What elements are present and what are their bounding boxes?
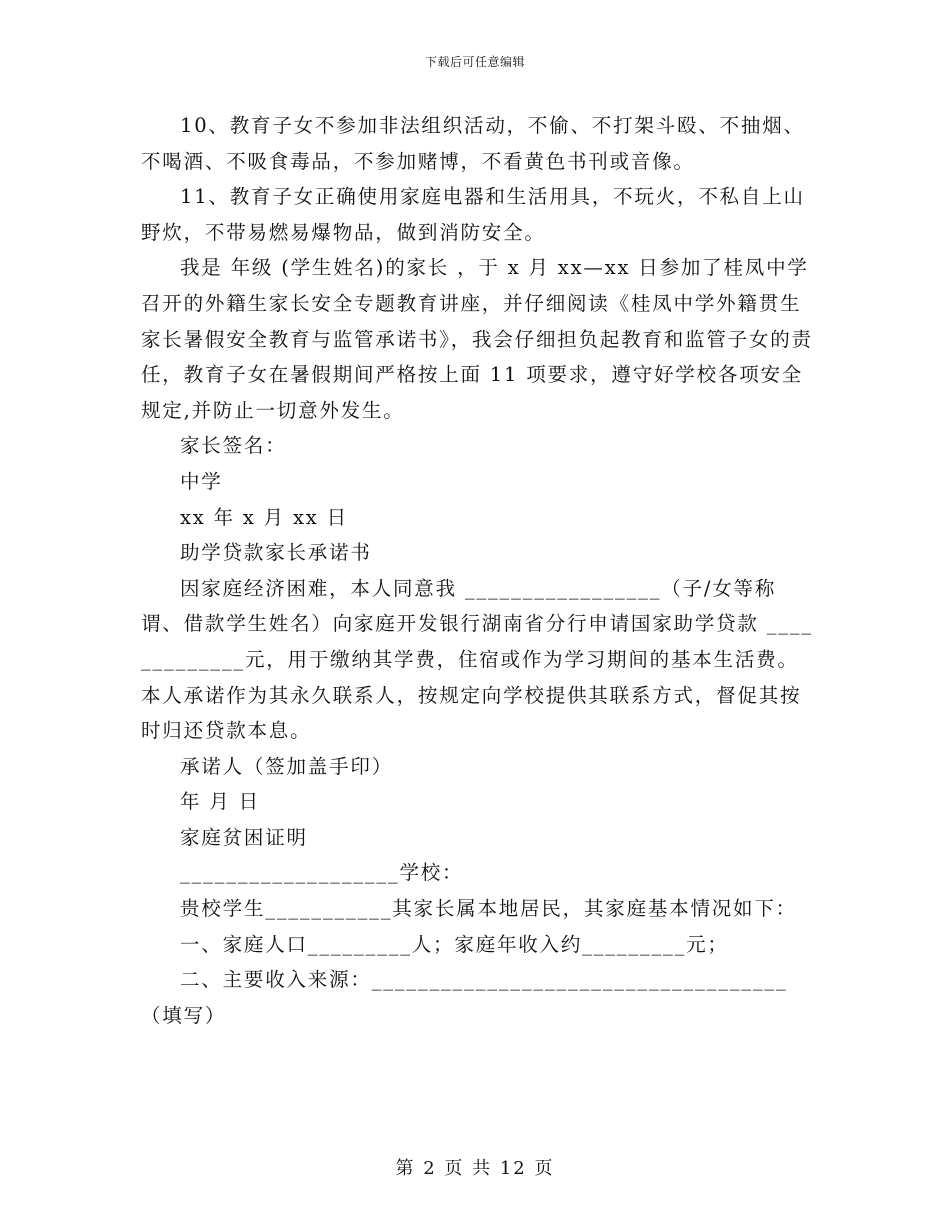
page-header: 下载后可任意编辑 [424, 55, 525, 69]
paragraph-rule-11: 11、教育子女正确使用家庭电器和生活用具，不玩火，不私自上山野炊，不带易燃易爆物品，做到消防安全。 [141, 185, 805, 244]
paragraph-rule-10: 10、教育子女不参加非法组织活动，不偷、不打架斗殴、不抽烟、不喝酒、不吸食毒品，不参加赌博，不看黄色书刊或音像。 [141, 114, 805, 173]
parent-signature-label: 家长签名： [180, 434, 287, 458]
page-number-footer: 第 2 页 共 12 页 [395, 1158, 555, 1179]
promise-date-line: 年 月 日 [180, 790, 260, 814]
income-source-line: 二、主要收入来源：____________________________________（填写） [141, 968, 788, 1027]
family-population-line: 一、家庭人口_________人；家庭年收入约_________元； [180, 932, 729, 956]
section-title-loan-promise: 助学贷款家长承诺书 [180, 541, 372, 565]
date-line: xx 年 x 月 xx 日 [180, 505, 348, 529]
document-body [141, 108, 813, 1033]
promiser-signature-label: 承诺人（签加盖手印） [180, 754, 394, 778]
paragraph-parent-statement: 我是 年级 (学生姓名)的家长 ，于 x 月 xx—xx 日参加了桂凤中学召开的外籍生家长安全专题教育讲座，并仔细阅读《桂凤中学外籍贯生家长暑假安全教育与监管承诺书》，我会仔细担负起教育和监管子女的责任，教育子女在暑假期间严格按上面 11 项要求，遵守好学校各项安全规定,并防止一切意外发生。 [141, 256, 813, 422]
paragraph-loan-promise: 因家庭经济困难，本人同意我 _________________（子/女等称谓、借款学生姓名）向家庭开发银行湖南省分行申请国家助学贷款 _____________元，用于缴纳其学费，住宿或作为学习期间的基本生活费。本人承诺作为其永久联系人，按规定向学校提供其联系方式，督促其按时归还贷款本息。 [141, 576, 813, 743]
school-name-line: 中学 [180, 469, 223, 493]
school-addressee-line: ___________________学校： [180, 861, 464, 885]
section-title-poverty-proof: 家庭贫困证明 [180, 825, 308, 849]
student-info-line: 贵校学生___________其家长属本地居民，其家庭基本情况如下： [180, 897, 797, 921]
